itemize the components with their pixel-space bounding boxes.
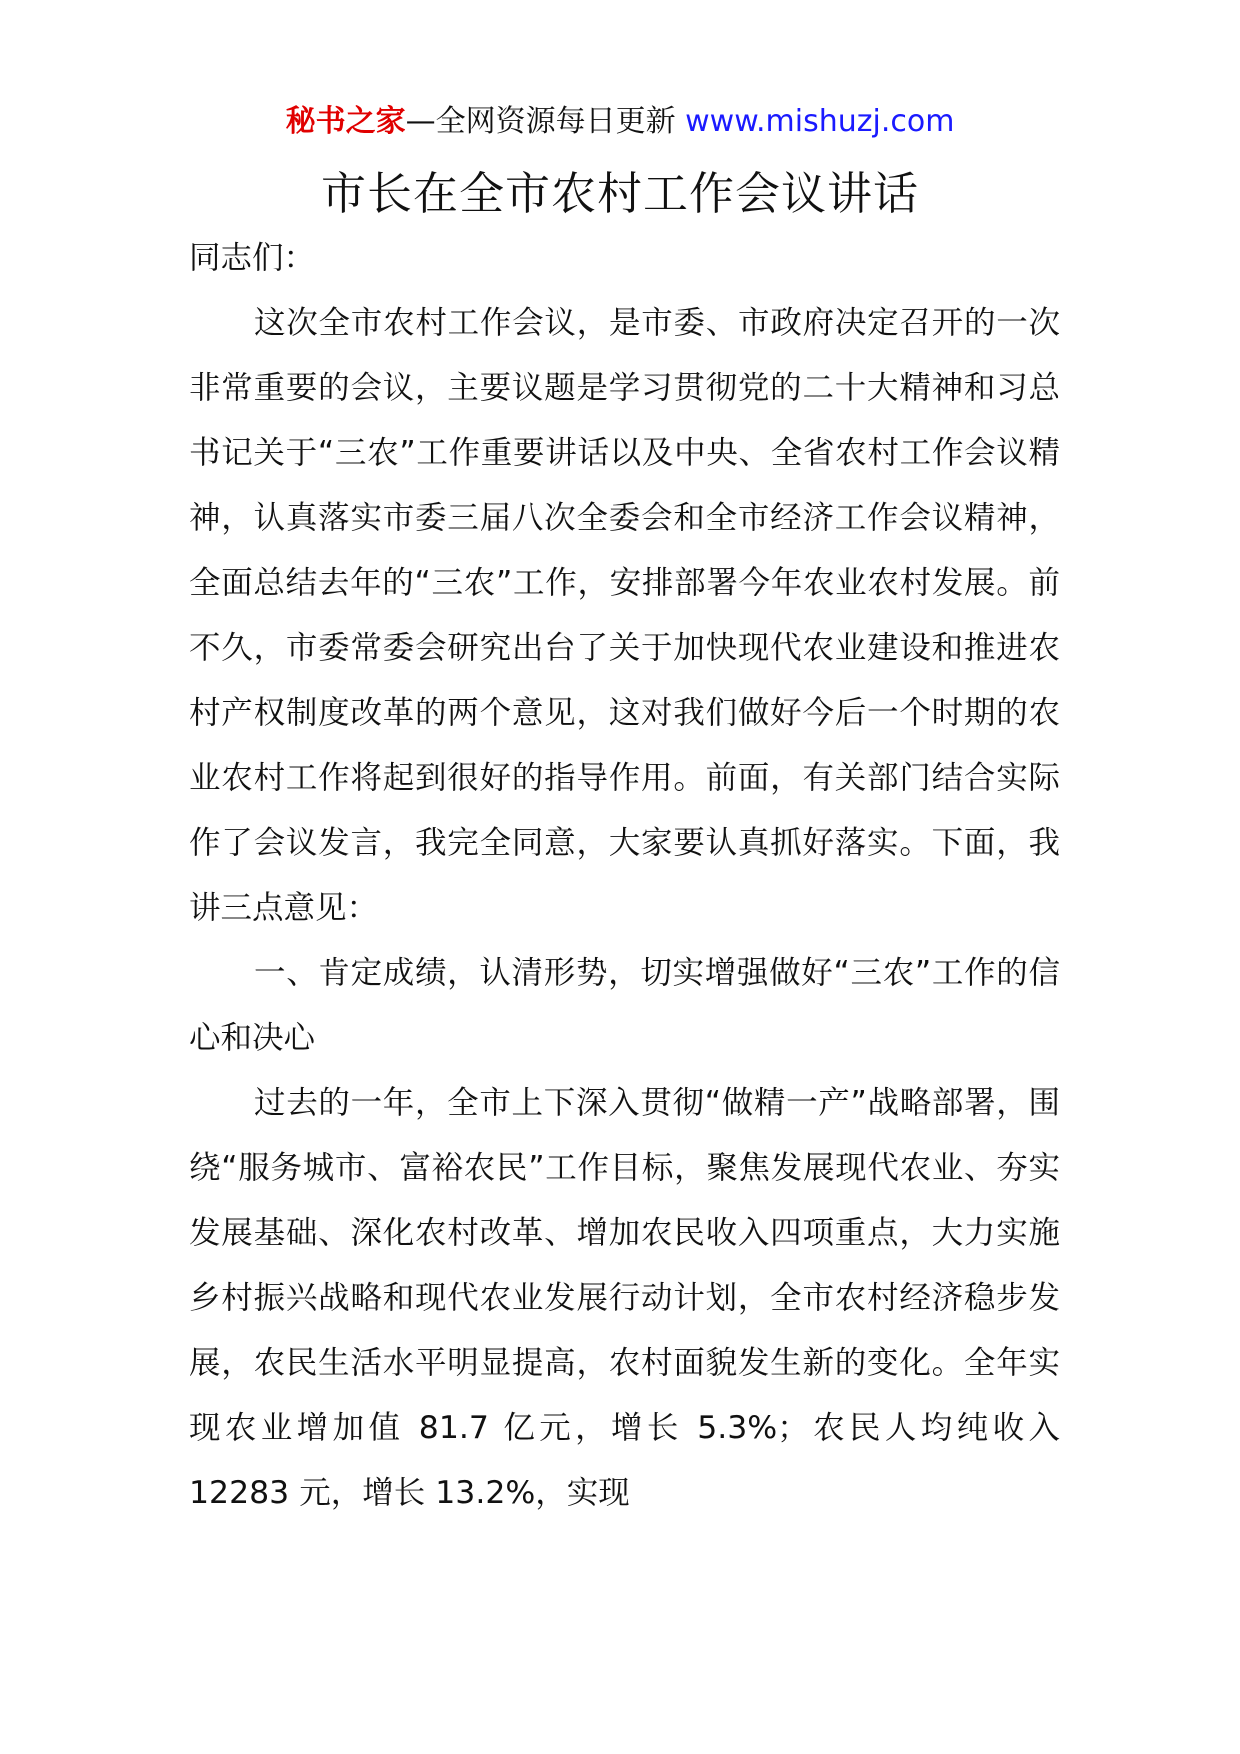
- brand-name: 秘书之家: [285, 104, 406, 139]
- site-header: [0, 100, 1240, 144]
- paragraph-achievements: 过去的一年，全市上下深入贯彻“做精一产”战略部署，围绕“服务城市、富裕农民”工作目标，聚焦发展现代农业、夯实发展基础、深化农村改革、增加农民收入四项重点，大力实施乡村振兴战略和现代农业发展行动计划，全市农村经济稳步发展，农民生活水平明显提高，农村面貌发生新的变化。全年实现农业增加值 81.7 亿元，增长 5.3%；农民人均纯收入 12283 元，增长 13.2%，实现: [189, 1085, 1060, 1511]
- site-url-link[interactable]: www.mishuzj.com: [685, 104, 955, 139]
- section-heading-1: 一、肯定成绩，认清形势，切实增强做好“三农”工作的信心和决心: [189, 955, 1060, 1056]
- paragraph-intro: 这次全市农村工作会议，是市委、市政府决定召开的一次非常重要的会议，主要议题是学习贯彻党的二十大精神和习总书记关于“三农”工作重要讲话以及中央、全省农村工作会议精神，认真落实市委三届八次全委会和全市经济工作会议精神，全面总结去年的“三农”工作，安排部署今年农业农村发展。前不久，市委常委会研究出台了关于加快现代农业建设和推进农村产权制度改革的两个意见，这对我们做好今后一个时期的农业农村工作将起到很好的指导作用。前面，有关部门结合实际作了会议发言，我完全同意，大家要认真抓好落实。下面，我讲三点意见：: [189, 305, 1060, 926]
- salutation: 同志们：: [189, 240, 316, 276]
- header-tagline: —全网资源每日更新: [405, 104, 676, 139]
- document-body: [189, 226, 1060, 1526]
- document-title: 市长在全市农村工作会议讲话: [320, 167, 919, 220]
